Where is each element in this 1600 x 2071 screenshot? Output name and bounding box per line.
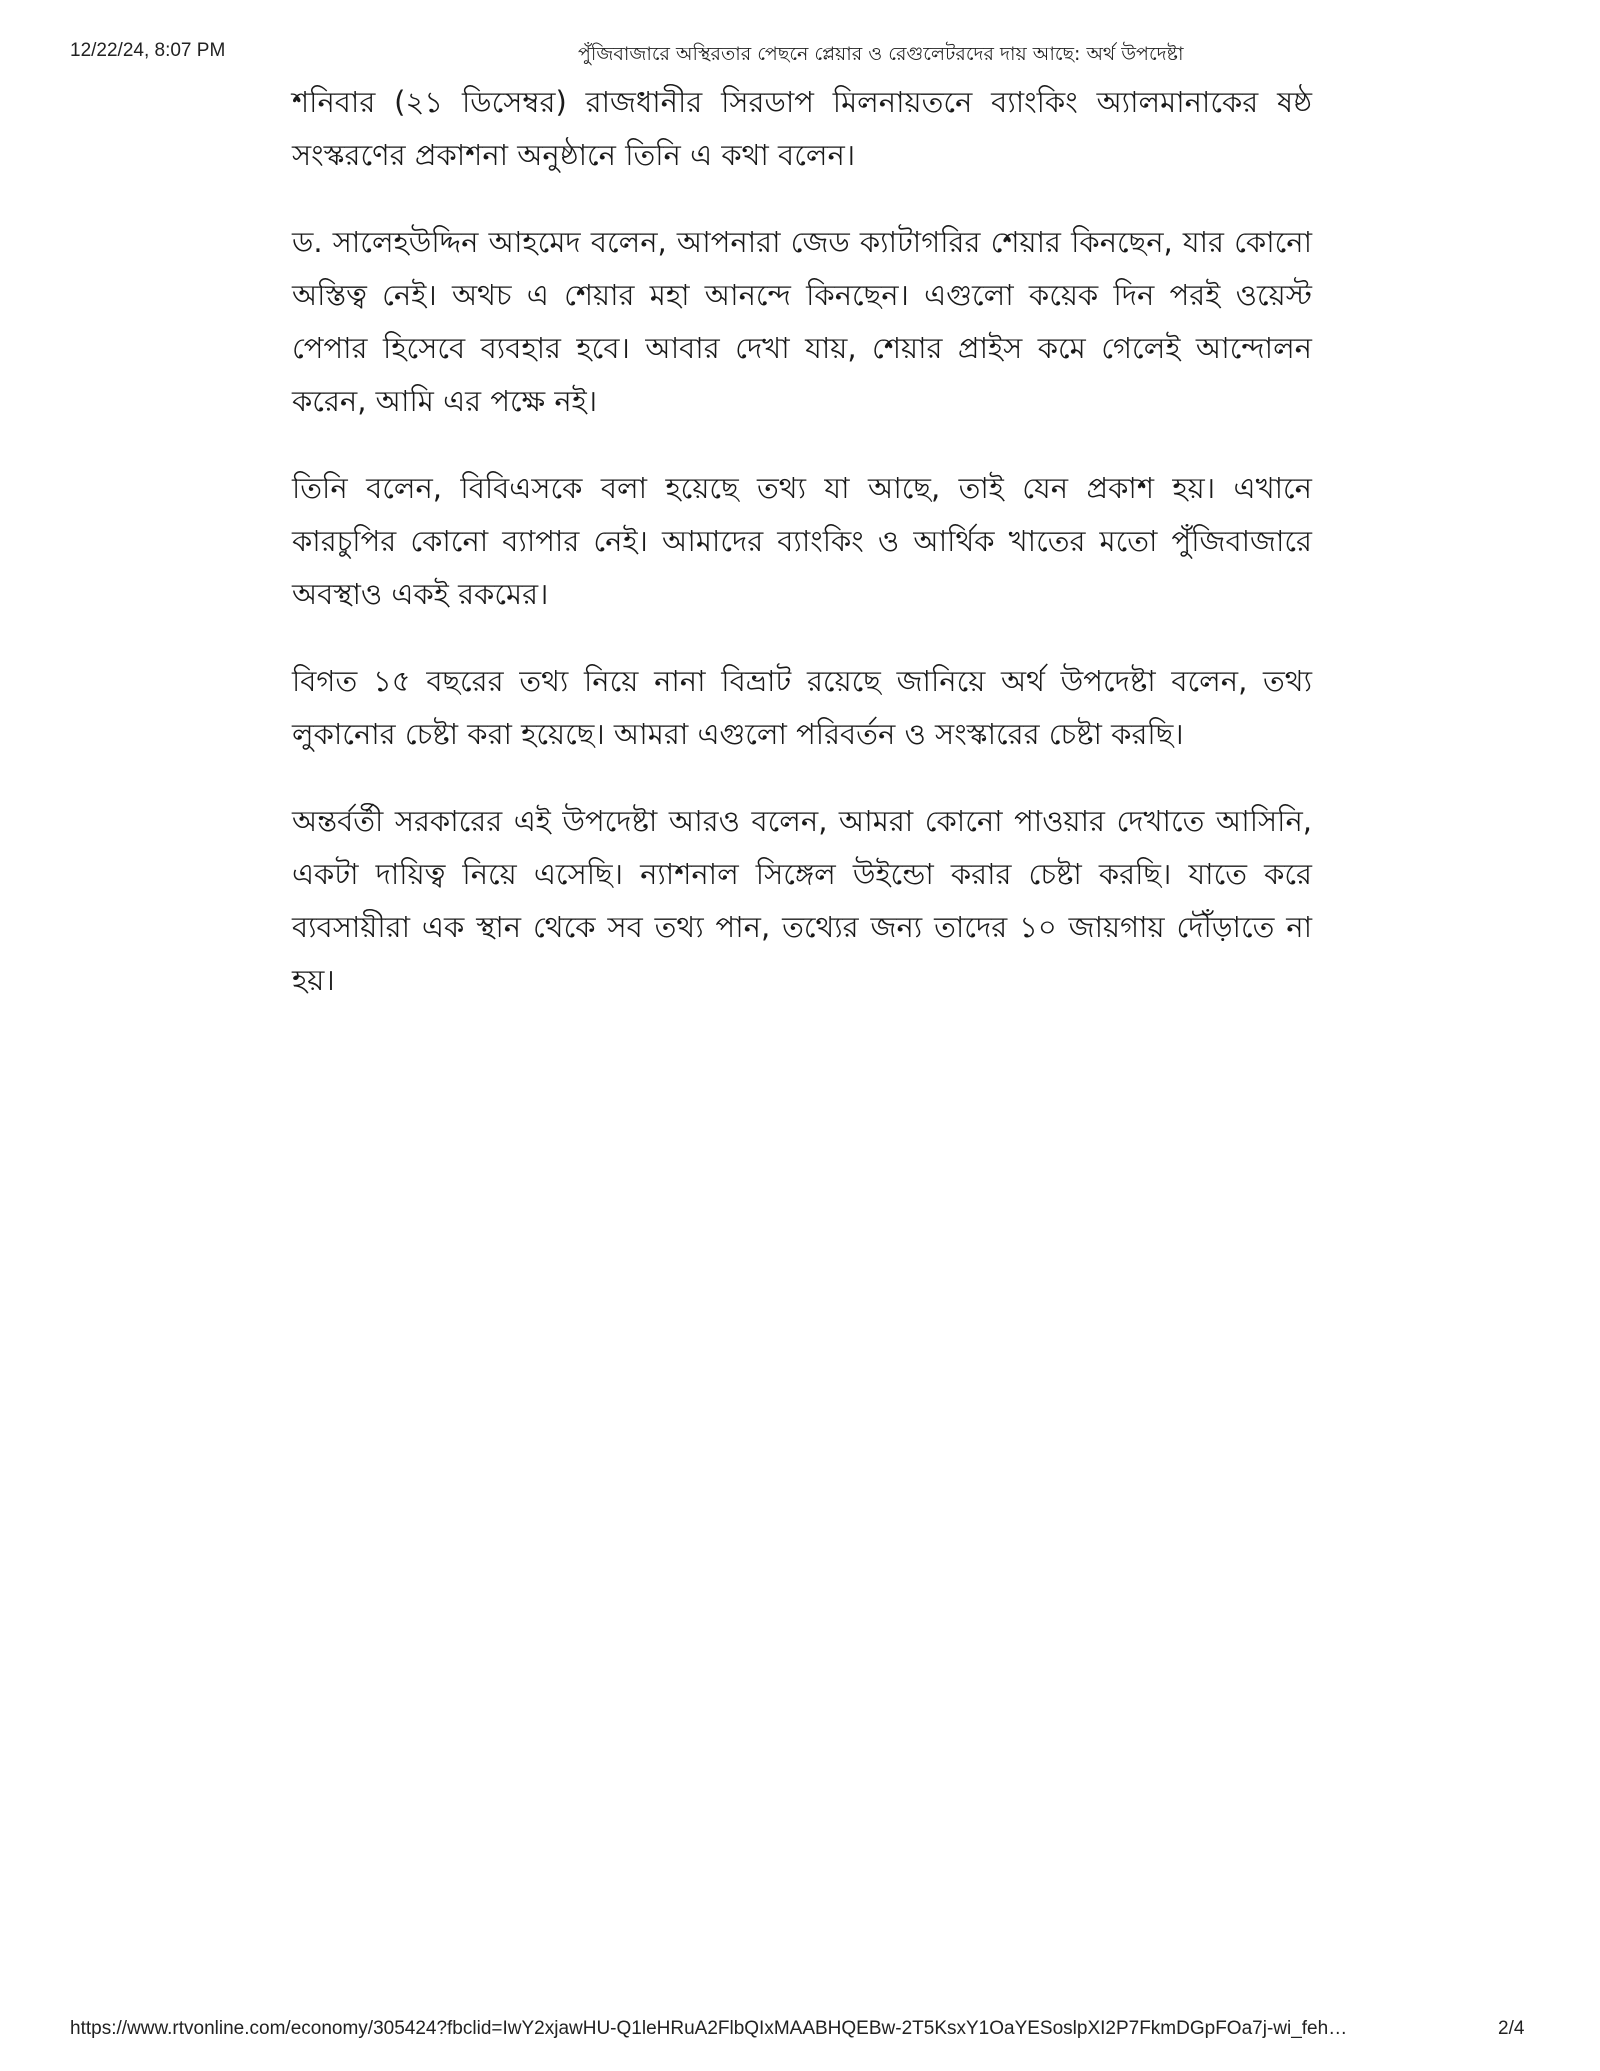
- article-paragraph: ড. সালেহউদ্দিন আহমেদ বলেন, আপনারা জেড ক্যাটাগরির শেয়ার কিনছেন, যার কোনো অস্তিত্ব নেই। অথচ এ শেয়ার মহা আনন্দে কিনছেন। এগুলো কয়েক দিন পরই ওয়েস্ট পেপার হিসেবে ব্যবহার হবে। আবার দেখা যায়, শেয়ার প্রাইস কমে গেলেই আন্দোলন করেন, আমি এর পক্ষে নই।: [292, 225, 1312, 418]
- article-paragraph: বিগত ১৫ বছরের তথ্য নিয়ে নানা বিভ্রাট রয়েছে জানিয়ে অর্থ উপদেষ্টা বলেন, তথ্য লুকানোর চেষ্টা করা হয়েছে। আমরা এগুলো পরিবর্তন ও সংস্কারের চেষ্টা করছি।: [292, 664, 1312, 751]
- print-source-url: https://www.rtvonline.com/economy/305424?fbclid=IwY2xjawHU-Q1leHRuA2FlbQIxMAABHQEBw-2T5KsxY1OaYESoslpXI2P7FkmDGpFOa7j-wi_feh…: [70, 2018, 1348, 2039]
- article-paragraph: অন্তর্বর্তী সরকারের এই উপদেষ্টা আরও বলেন, আমরা কোনো পাওয়ার দেখাতে আসিনি, একটা দায়িত্ব নিয়ে এসেছি। ন্যাশনাল সিঙ্গেল উইন্ডো করার চেষ্টা করছি। যাতে করে ব্যবসায়ীরা এক স্থান থেকে সব তথ্য পান, তথ্যের জন্য তাদের ১০ জায়গায় দৌঁড়াতে না হয়।: [292, 804, 1312, 997]
- print-datetime: 12/22/24, 8:07 PM: [70, 40, 226, 61]
- article-paragraph: শনিবার (২১ ডিসেম্বর) রাজধানীর সিরডাপ মিলনায়তনে ব্যাংকিং অ্যালমানাকের ষষ্ঠ সংস্করণের প্রকাশনা অনুষ্ঠানে তিনি এ কথা বলেন।: [292, 85, 1312, 172]
- article-paragraph: তিনি বলেন, বিবিএসকে বলা হয়েছে তথ্য যা আছে, তাই যেন প্রকাশ হয়। এখানে কারচুপির কোনো ব্যাপার নেই। আমাদের ব্যাংকিং ও আর্থিক খাতের মতো পুঁজিবাজারে অবস্থাও একই রকমের।: [292, 471, 1312, 611]
- article-body: [292, 76, 1312, 1041]
- print-page-title: পুঁজিবাজারে অস্থিরতার পেছনে প্লেয়ার ও রেগুলেটরদের দায় আছে: অর্থ উপদেষ্টা: [578, 43, 1184, 65]
- print-page-number: 2/4: [1498, 2018, 1525, 2039]
